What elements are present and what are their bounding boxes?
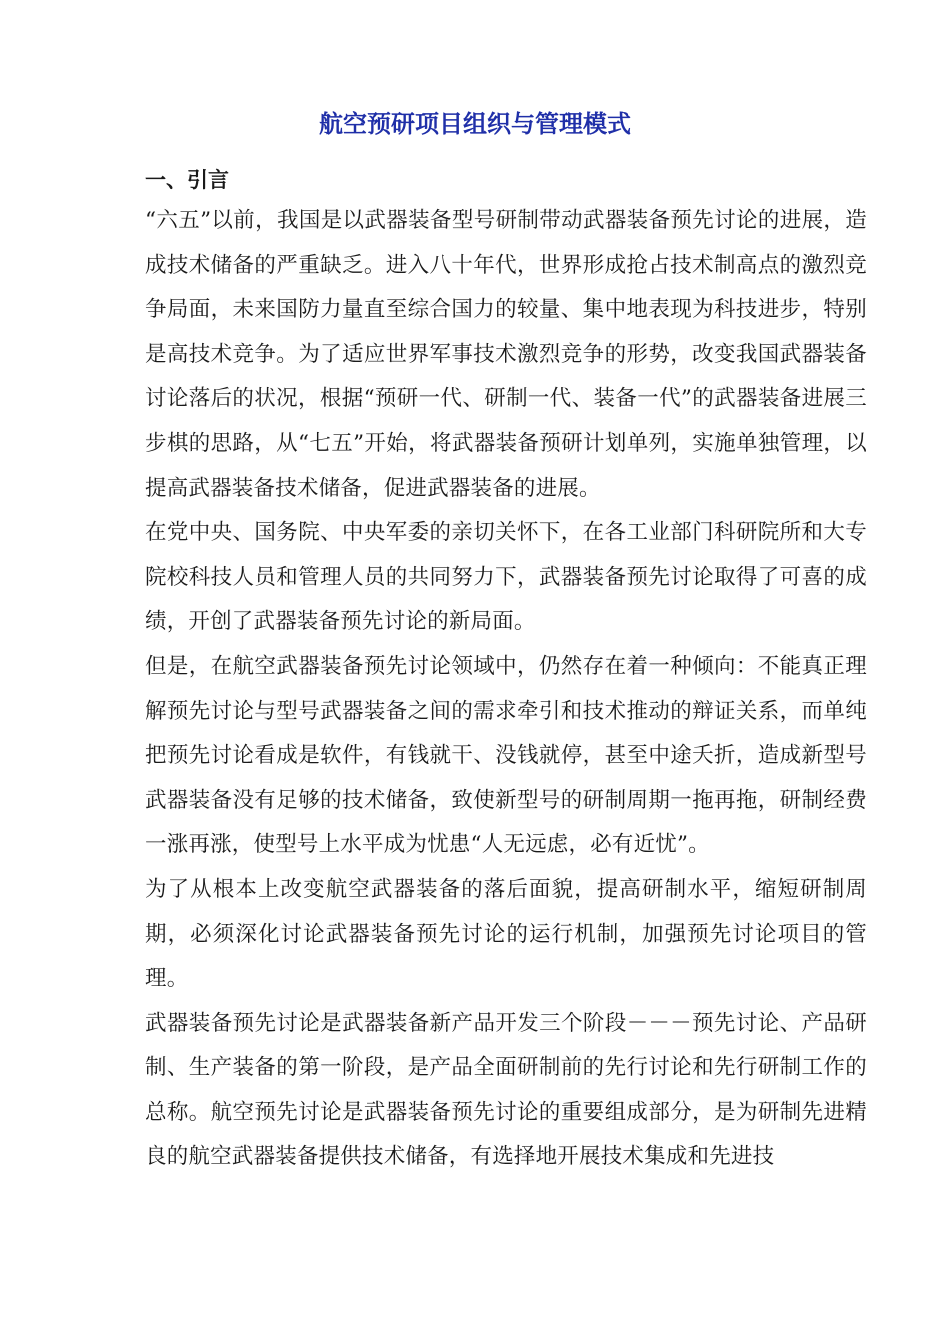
body-text [145, 199, 867, 1180]
paragraph: 但是，在航空武器装备预先讨论领域中，仍然存在着一种倾向：不能真正理解预先讨论与型号武器装备之间的需求牵引和技术推动的辩证关系，而单纯把预先讨论看成是软件，有钱就干、没钱就停，甚至中途夭折，造成新型号武器装备没有足够的技术储备，致使新型号的研制周期一拖再拖，研制经费一涨再涨，使型号上水平成为忧患“人无远虑，必有近忧”。 [145, 653, 867, 858]
paragraph: 为了从根本上改变航空武器装备的落后面貌，提高研制水平，缩短研制周期，必须深化讨论武器装备预先讨论的运行机制，加强预先讨论项目的管理。 [145, 876, 867, 992]
paragraph: 武器装备预先讨论是武器装备新产品开发三个阶段－－－预先讨论、产品研制、生产装备的第一阶段，是产品全面研制前的先行讨论和先行研制工作的总称。航空预先讨论是武器装备预先讨论的重要组成部分，是为研制先进精良的航空武器装备提供技术储备，有选择地开展技术集成和先进技 [145, 1010, 867, 1170]
paragraph: 在党中央、国务院、中央军委的亲切关怀下，在各工业部门科研院所和大专院校科技人员和管理人员的共同努力下，武器装备预先讨论取得了可喜的成绩，开创了武器装备预先讨论的新局面。 [145, 520, 867, 635]
document-title: 航空预研项目组织与管理模式 [319, 109, 631, 138]
section-heading: 一、引言 [145, 167, 229, 192]
paragraph: “六五”以前，我国是以武器装备型号研制带动武器装备预先讨论的进展，造成技术储备的严重缺乏。进入八十年代，世界形成抢占技术制高点的激烈竞争局面，未来国防力量直至综合国力的较量、集中地表现为科技进步，特别是高技术竞争。为了适应世界军事技术激烈竞争的形势，改变我国武器装备讨论落后的状况，根据“预研一代、研制一代、装备一代”的武器装备进展三步棋的思路，从“七五”开始，将武器装备预研计划单列，实施单独管理，以提高武器装备技术储备，促进武器装备的进展。 [145, 208, 867, 501]
